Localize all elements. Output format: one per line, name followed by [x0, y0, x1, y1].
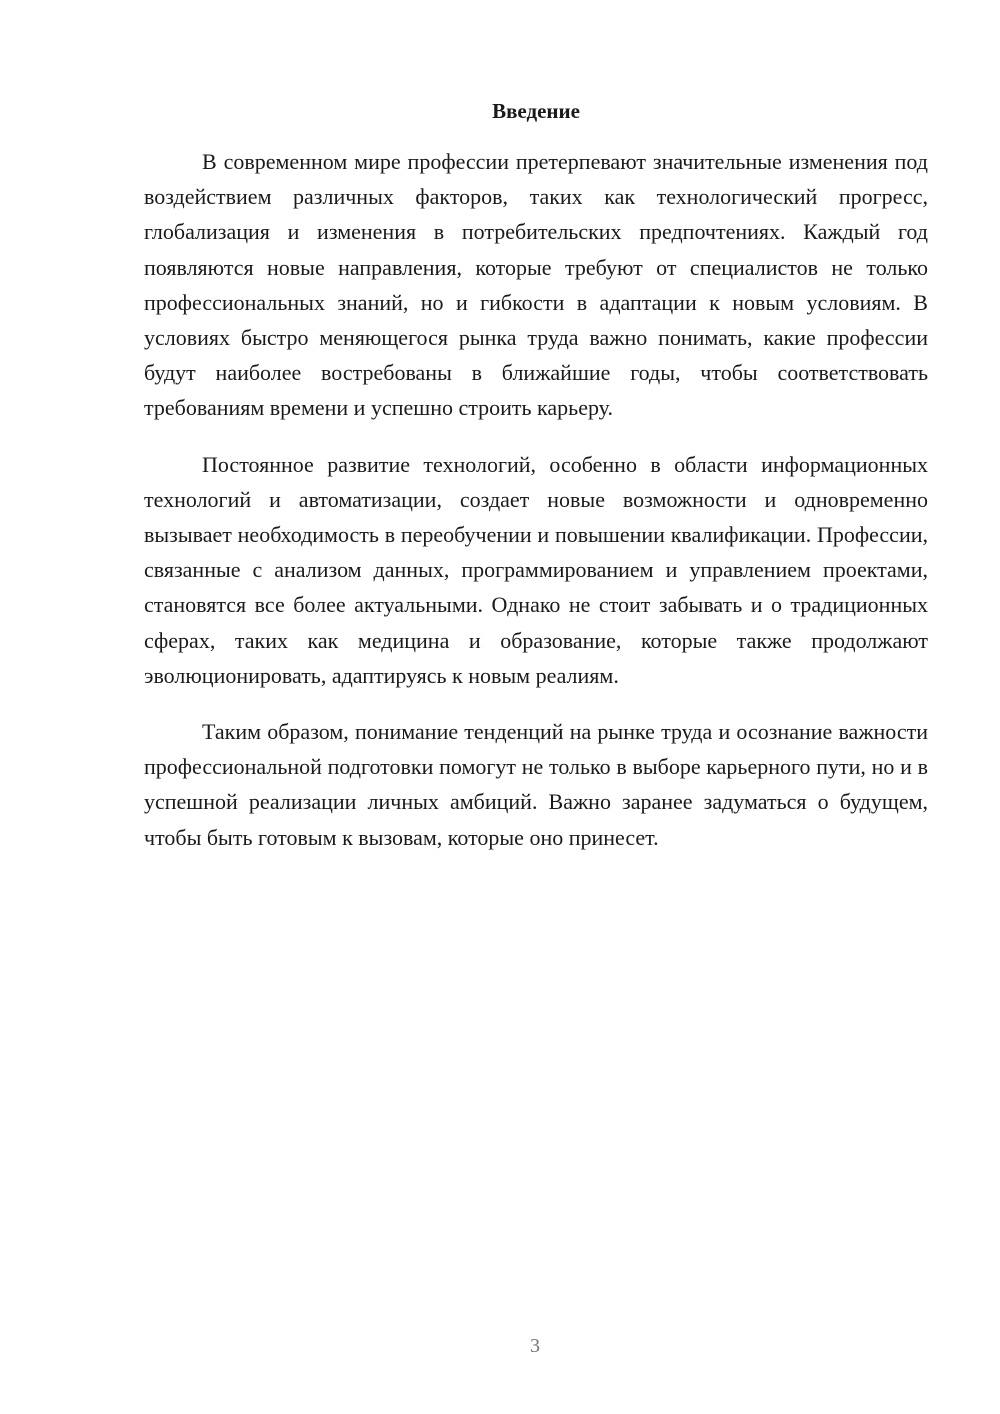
paragraph-3: Таким образом, понимание тенденций на рынке труда и осознание важности профессиональной подготовки помогут не только в выборе карьерного пути, но и в успешной реализации личных амбиций. Важно заранее задуматься о будущем, чтобы быть готовым к вызовам, которые оно принесет. — [144, 719, 928, 850]
paragraph-2: Постоянное развитие технологий, особенно в области информационных технологий и автоматизации, создает новые возможности и одновременно вызывает необходимость в переобучении и повышении квалификации. Профессии, связанные с анализом данных, программированием и управлением проектами, становятся все более актуальными. Однако не стоит забывать и о традиционных сферах, таких как медицина и образование, которые также продолжают эволюционировать, адаптируясь к новым реалиям. — [144, 451, 928, 688]
paragraph-1: В современном мире профессии претерпевают значительные изменения под воздействием различных факторов, таких как технологический прогресс, глобализация и изменения в потребительских предпочтениях. Каждый год появляются новые направления, которые требуют от специалистов не только профессиональных знаний, но и гибкости в адаптации к новым условиям. В условиях быстро меняющегося рынка труда важно понимать, какие профессии будут наиболее востребованы в ближайшие годы, чтобы соответствовать требованиям времени и успешно строить карьеру. — [144, 149, 928, 421]
page-number: 3 — [530, 1335, 540, 1357]
page-content — [144, 96, 928, 876]
section-title: Введение — [492, 99, 580, 123]
